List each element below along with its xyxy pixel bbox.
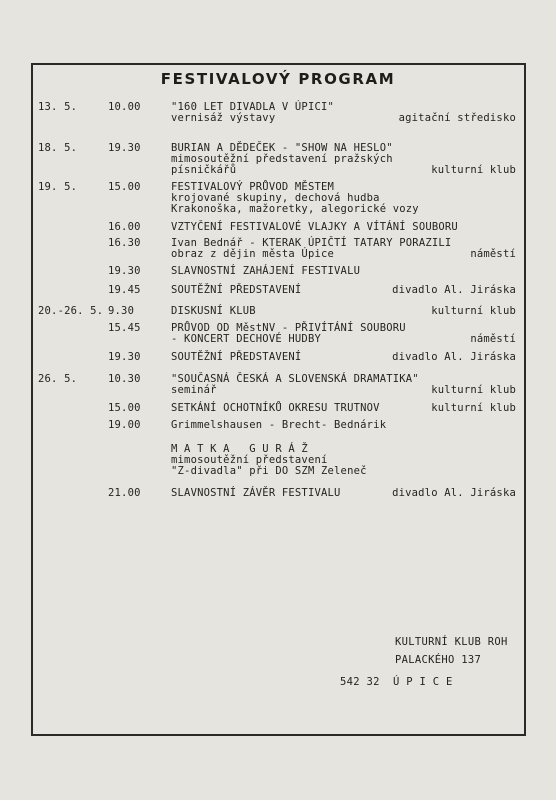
program-event-line: - KONCERT DECHOVÉ HUDBY bbox=[171, 333, 321, 345]
program-location: kulturní klub bbox=[431, 384, 516, 396]
program-location: divadlo Al. Jiráska bbox=[392, 487, 516, 499]
program-event-line: DISKUSNÍ KLUB bbox=[171, 305, 256, 317]
program-event-line: Ivan Bednář - KTERAK ÚPIČTÍ TATARY PORAZILI bbox=[171, 237, 452, 249]
program-time: 16.30 bbox=[108, 237, 141, 249]
program-event-line: FESTIVALOVÝ PRŮVOD MĚSTEM bbox=[171, 181, 335, 193]
program-time: 19.30 bbox=[108, 142, 141, 154]
program-date: 18. 5. bbox=[38, 142, 78, 154]
program-event-line: mimosoutěžní představení pražských bbox=[171, 153, 393, 165]
program-time: 10.00 bbox=[108, 101, 141, 113]
program-event-line: seminář bbox=[171, 384, 217, 396]
program-time: 15.00 bbox=[108, 181, 141, 193]
program-event-line: SOUTĚŽNÍ PŘEDSTAVENÍ bbox=[171, 351, 302, 363]
program-event-line: SLAVNOSTNÍ ZAHÁJENÍ FESTIVALU bbox=[171, 265, 361, 277]
footer-organizer: KULTURNÍ KLUB ROH bbox=[395, 636, 508, 648]
program-location: náměstí bbox=[470, 333, 516, 345]
program-event-line: "160 LET DIVADLA V ÚPICI" bbox=[171, 101, 335, 113]
program-time: 16.00 bbox=[108, 221, 141, 233]
program-event-line: SOUTĚŽNÍ PŘEDSTAVENÍ bbox=[171, 284, 302, 296]
program-time: 15.45 bbox=[108, 322, 141, 334]
program-event-line: Grimmelshausen - Brecht- Bednárik bbox=[171, 419, 387, 431]
page-title: FESTIVALOVÝ PROGRAM bbox=[160, 70, 396, 88]
program-date: 26. 5. bbox=[38, 373, 78, 385]
program-date: 13. 5. bbox=[38, 101, 78, 113]
program-event-line: obraz z dějin města Úpice bbox=[171, 248, 335, 260]
program-event-line: vernisáž výstavy bbox=[171, 112, 276, 124]
program-date: 19. 5. bbox=[38, 181, 78, 193]
footer-town: 542 32 Ú P I C E bbox=[340, 676, 453, 688]
program-event-line: "Z-divadla" při DO SZM Zeleneč bbox=[171, 465, 367, 477]
program-location: kulturní klub bbox=[431, 164, 516, 176]
footer-street: PALACKÉHO 137 bbox=[395, 654, 482, 666]
program-location: divadlo Al. Jiráska bbox=[392, 351, 516, 363]
program-event-line: písničkářů bbox=[171, 164, 237, 176]
program-event-line: mimosoutěžní představení bbox=[171, 454, 328, 466]
program-time: 10.30 bbox=[108, 373, 141, 385]
program-event-line: BURIAN A DĚDEČEK - "SHOW NA HESLO" bbox=[171, 142, 393, 154]
program-location: agitační středisko bbox=[398, 112, 516, 124]
program-location: kulturní klub bbox=[431, 305, 516, 317]
program-location: kulturní klub bbox=[431, 402, 516, 414]
program-time: 19.45 bbox=[108, 284, 141, 296]
program-event-line: SETKÁNÍ OCHOTNÍKŮ OKRESU TRUTNOV bbox=[171, 402, 380, 414]
program-date: 20.-26. 5. bbox=[38, 305, 104, 317]
program-event-line: PRŮVOD OD MěstNV - PŘIVÍTÁNÍ SOUBORU bbox=[171, 322, 406, 334]
program-event-line: Krakonoška, mažoretky, alegorické vozy bbox=[171, 203, 419, 215]
program-time: 21.00 bbox=[108, 487, 141, 499]
program-time: 15.00 bbox=[108, 402, 141, 414]
program-location: náměstí bbox=[470, 248, 516, 260]
program-event-line: "SOUČASNÁ ČESKÁ A SLOVENSKÁ DRAMATIKA" bbox=[171, 373, 419, 385]
program-location: divadlo Al. Jiráska bbox=[392, 284, 516, 296]
program-time: 19.00 bbox=[108, 419, 141, 431]
program-event-line: M A T K A G U R Á Ž bbox=[171, 443, 308, 455]
program-event-line: krojované skupiny, dechová hudba bbox=[171, 192, 380, 204]
program-time: 19.30 bbox=[108, 265, 141, 277]
program-time: 9.30 bbox=[108, 305, 135, 317]
program-time: 19.30 bbox=[108, 351, 141, 363]
program-event-line: SLAVNOSTNÍ ZÁVĚR FESTIVALU bbox=[171, 487, 341, 499]
program-event-line: VZTYČENÍ FESTIVALOVÉ VLAJKY A VÍTÁNÍ SOUBORU bbox=[171, 221, 458, 233]
